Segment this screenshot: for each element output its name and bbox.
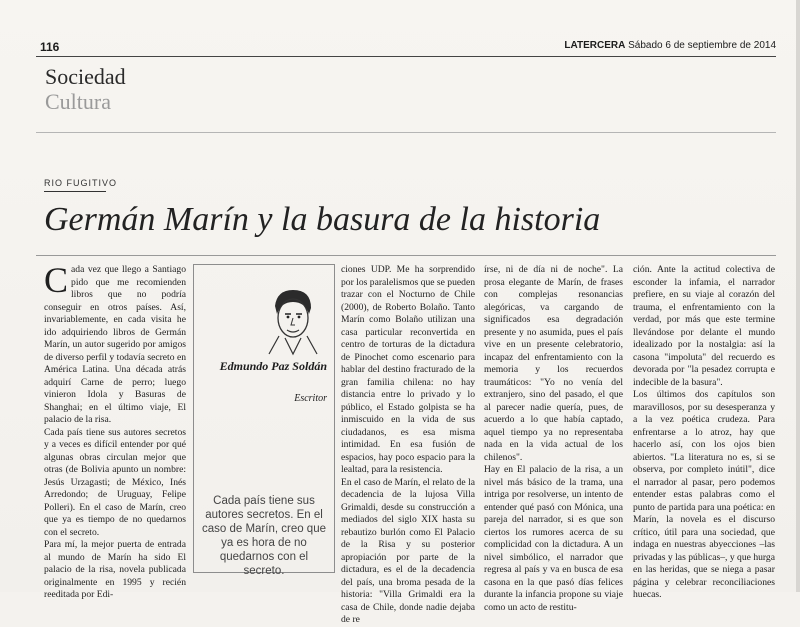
column-kicker: RIO FUGITIVO bbox=[44, 178, 118, 188]
headline: Germán Marín y la basura de la historia bbox=[44, 201, 601, 238]
paragraph: En el caso de Marín, el relato de la decadencia de la lujosa Villa Grimaldi, desde su construcción a mediados del siglo XIX hasta su rebautizo burlón como El Palacio de la Risa y su posterior apropiación por parte de la dictadura, es el de la decadencia del país, una broma pesada de la historia: "Villa Grimaldi era la casa de Chile, donde nadie dejaba de re bbox=[341, 476, 475, 625]
kicker-rule bbox=[44, 191, 106, 192]
paragraph: Cada país tiene sus autores secretos y a veces es difícil entender por qué algunas obras circulan mejor que otras (de Bolivia apunto un nombre: Jesús Urzagasti; de México, Inés Arredondo; de Uruguay, Felipe Polleri). En el caso de Marín, creo que ya es tiempo de no quedarnos con el secreto. bbox=[44, 426, 186, 538]
top-rule bbox=[36, 56, 776, 57]
paragraph: Cada vez que llego a Santiago pido que me recomienden libros que no podría conseguir en otros países. Así, invariablemente, en cada visita he ido adquiriendo libros de Germán Marín, un autor sugerido por amigos de diverso perfil y todavía secreto en América Latina. Una década atrás adquirí Carne de perro; luego vinieron Idola y Basuras de Shanghai; en el último viaje, El palacio de la risa. bbox=[44, 260, 186, 425]
author-name: Edmundo Paz Soldán bbox=[219, 359, 327, 373]
section-rule bbox=[36, 132, 776, 133]
section-title: Sociedad bbox=[45, 64, 126, 89]
page-edge bbox=[796, 0, 800, 592]
page-number: 116 bbox=[40, 40, 60, 54]
paragraph: írse, ni de día ni de noche". La prosa elegante de Marín, de frases con complejas resonancias alegóricas, va cargando de significados esa degradación presente y no asumida, pues el país vive en un presente celebratorio, incapaz del enfrentamiento con la memoria y los recuerdos traumáticos: "Yo no venía del extranjero, sino del pasado, el que al parecer nadie quería, pues, de acuerdo a lo que había captado, aquel tiempo ya no representaba nada en la vida actual de los chilenos". bbox=[484, 264, 623, 463]
paragraph: ciones UDP. Me ha sorprendido por los paralelismos que se pueden trazar con el Nocturno de Chile (2000), de Roberto Bolaño. Tanto Marín como Bolaño utilizan una casa particular reconvertida en centro de torturas de la dictadura de Pinochet como escenario para hablar del destino fracturado de la gran familia chilena: no hay distancia entre lo privado y lo público, el Estado golpista se ha inmiscuido en la vida de sus ciudadanos, es esa misma intimidad. En esa fusión de espacios, hay poco espacio para la lealtad, para la resistencia. bbox=[341, 264, 476, 475]
article-column-3 bbox=[484, 264, 623, 614]
headline-rule bbox=[36, 255, 776, 256]
paragraph: ción. Ante la actitud colectiva de esconder la infamia, el narrador prefiere, en su viaje al corazón del trauma, el enfrentamiento con la verdad, por más que este termine llevándose por delante el mundo idealizado por la nostalgia: así la casona "impoluta" del recuerdo es devorada por "la pesadez corrupta e indecible de la basura". bbox=[633, 264, 775, 388]
paragraph: Los últimos dos capítulos son maravillosos, por su desesperanza y a la vez poética crudeza. Para enfrentarse a lo atroz, hay que hacerlo así, con los ojos bien abiertos. "La literatura no es, si se observa, por completo inútil", dice el narrador al pasar, pero podemos entender estas palabras como el punto de partida para una poética: en Marín, la novela es el discurso crítico, útil para una sociedad, que indaga en nuestras abyecciones –las privadas y las públicas–, y que hurga en las heridas, que se niega a pasar página y celebrar reconciliaciones huecas. bbox=[633, 389, 775, 600]
author-portrait-sketch bbox=[257, 284, 327, 356]
paragraph: Para mí, la mejor puerta de entrada al mundo de Marín ha sido El palacio de la risa, novela publicada originalmente en 1995 y recién reeditada por Edi- bbox=[44, 539, 186, 600]
article-column-1 bbox=[44, 260, 186, 602]
issue-date: Sábado 6 de septiembre de 2014 bbox=[628, 40, 776, 51]
masthead bbox=[564, 40, 776, 51]
newspaper-name: LATERCERA bbox=[564, 40, 626, 51]
article-column-2 bbox=[341, 264, 475, 627]
article-column-4 bbox=[633, 264, 775, 602]
subsection-title: Cultura bbox=[45, 89, 111, 114]
author-role: Escritor bbox=[294, 393, 327, 404]
paragraph: Hay en El palacio de la risa, a un nivel más básico de la trama, una intriga por resolverse, un intento de entender qué pasó con Mónica, una pareja del narrador, si es que son ciertos los rumores acerca de su complicidad con la dictadura. A un nivel simbólico, el narrador que regresa al país y va en busca de esa casona en la que pasó días felices durante la infancia propone su viaje como un acto de restitu- bbox=[484, 464, 623, 613]
drop-cap: C bbox=[44, 260, 69, 300]
pull-quote: Cada país tiene sus autores secretos. En el caso de Marín, creo que ya es hora de no quedarnos con el secreto. bbox=[201, 495, 326, 577]
